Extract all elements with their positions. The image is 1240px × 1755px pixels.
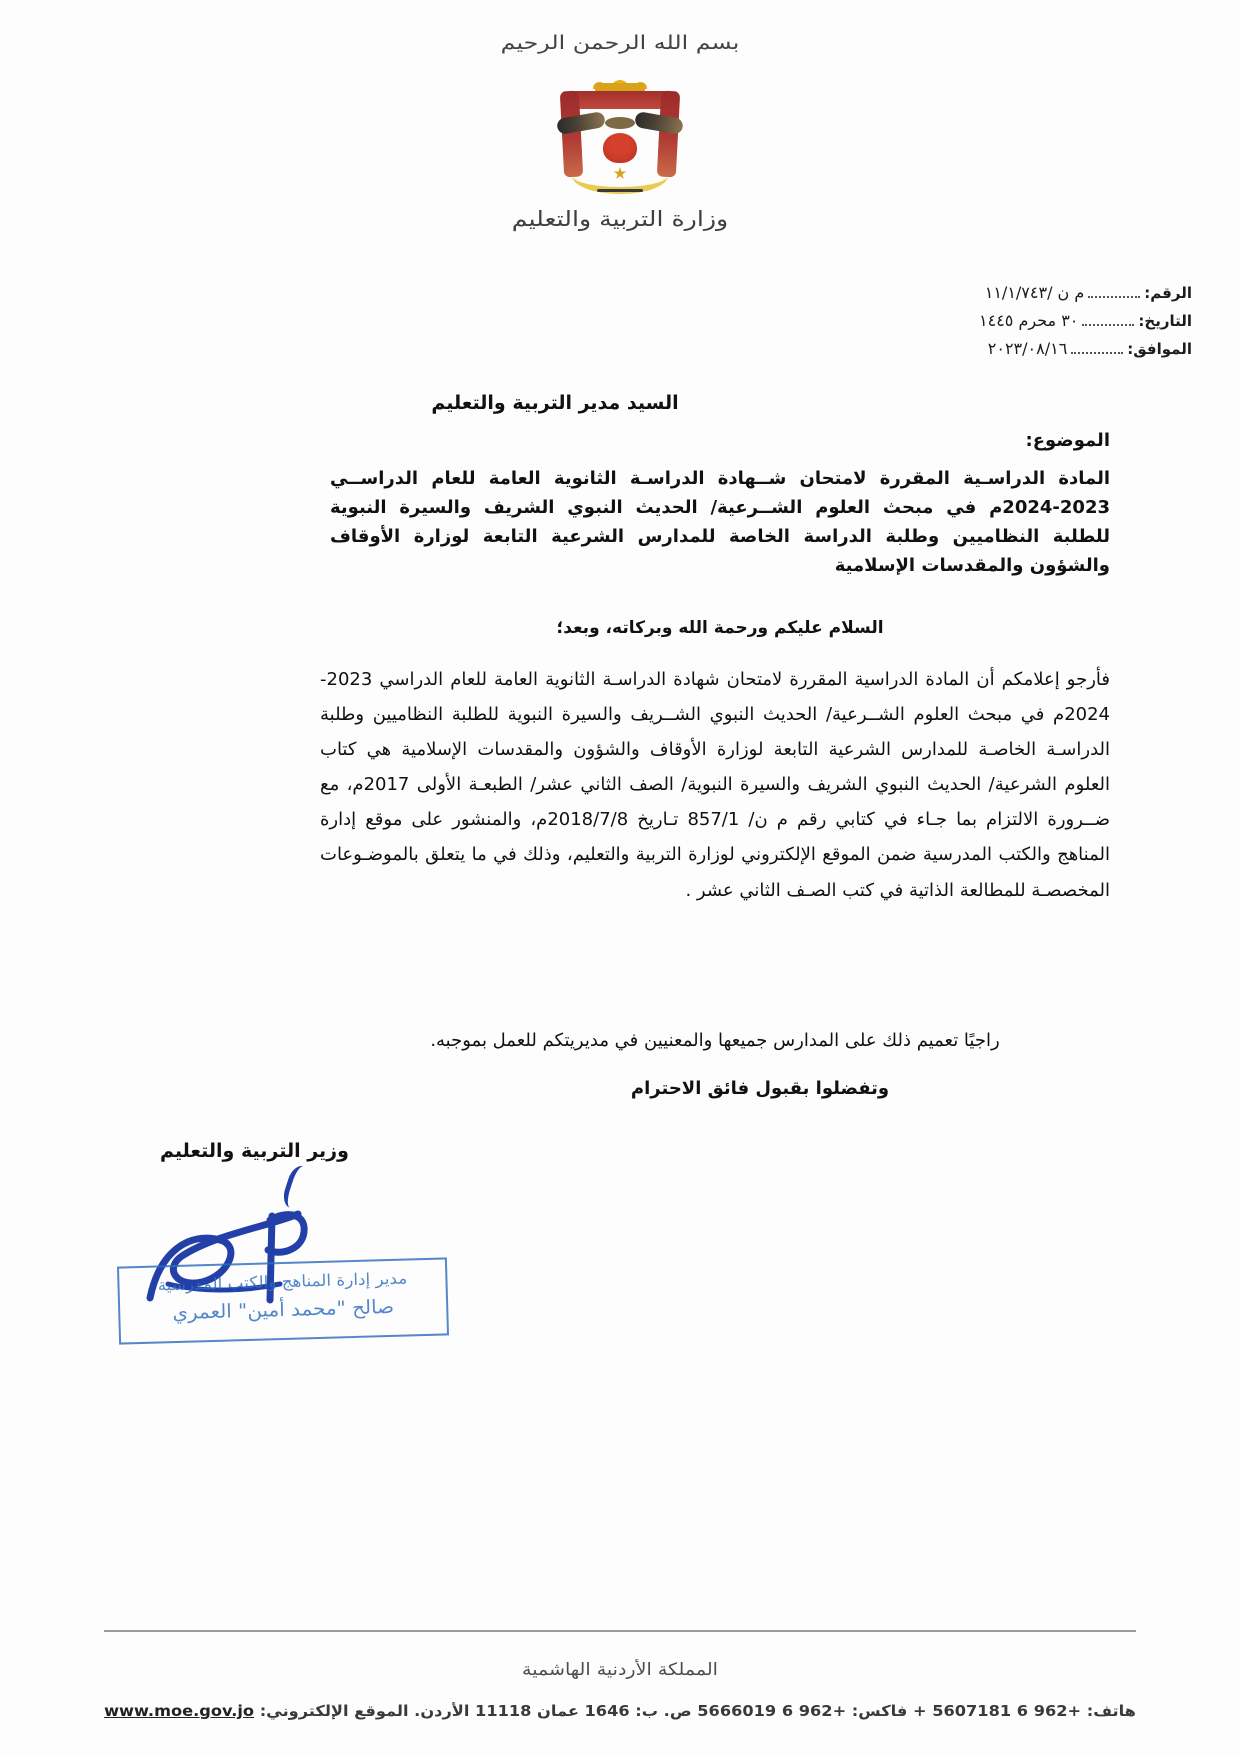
signature-block	[0, 1128, 1240, 1388]
footer-fax-value: +962 6 5666019	[697, 1702, 847, 1720]
footer-phone-label: هاتف:	[1086, 1702, 1136, 1720]
reference-gregorian-row	[772, 339, 1192, 367]
ministry-name: وزارة التربية والتعليم	[511, 207, 729, 231]
footer-website-label: الموقع الإلكتروني:	[259, 1702, 409, 1720]
reference-date-row	[772, 311, 1192, 339]
signatory-title: وزير التربية والتعليم	[160, 1140, 349, 1162]
letterhead	[0, 34, 1240, 231]
reference-number-value: م ن /١١/١/٧٤٣	[984, 283, 1085, 302]
eagle-body-shape	[605, 117, 635, 129]
reference-number-label: الرقم:	[1144, 284, 1192, 302]
footer-sep-1: +	[912, 1702, 927, 1720]
stamp-title-line: مدير إدارة المناهج والكتب المدرسية	[157, 1268, 408, 1295]
reference-gregorian-label: الموافق:	[1127, 340, 1192, 358]
closing-respect-line: وتفضلوا بقبول فائق الاحترام	[630, 1078, 890, 1099]
closing-request-line: راجيًا تعميم ذلك على المدارس جميعها والمعنيين في مديريتكم للعمل بموجبه.	[430, 1030, 1000, 1051]
reference-date-value: ٣٠ محرم ١٤٤٥	[979, 311, 1079, 330]
reference-number-row	[772, 283, 1192, 311]
greeting-line: السلام عليكم ورحمة الله وبركاته، وبعد؛	[556, 618, 884, 638]
footer-contact-line	[0, 1702, 1240, 1720]
reference-date-dots	[1082, 314, 1134, 326]
hashemite-coat-of-arms-icon	[535, 61, 705, 201]
official-stamp	[117, 1257, 449, 1344]
reference-header	[772, 283, 1192, 367]
footer-website-link[interactable]: www.moe.gov.jo	[104, 1702, 255, 1720]
subject-body: المادة الدراسـية المقررة لامتحان شــهادة الدراسـة الثانوية العامة للعام الدراســي 2023-2024م في مبحث العلوم الشــرعية/ الحديث النبوي الشريف والسيرة النبوية للطلبة النظاميين وطلبة الدراسة الخاصة للمدارس الشرعية التابعة لوزارة الأوقاف والشؤون والمقدسات الإسلامية	[330, 468, 1110, 577]
reference-gregorian-value: ٢٠٢٣/٠٨/١٦	[987, 339, 1068, 358]
footer-pobox-value: 1646 عمان 11118 الأردن.	[414, 1702, 630, 1720]
letter-body-text: فأرجو إعلامكم أن المادة الدراسية المقررة لامتحان شهادة الدراسـة الثانوية العامة للعام الدراسي 2023-2024م في مبحث العلوم الشــرعية/ الحديث النبوي الشــريف والسيرة النبوية للطلبة النظاميين وطلبة الدراسـة الخاصـة للمدارس الشرعية التابعة لوزارة الأوقاف والشؤون والمقدسات الإسلامية هي كتاب العلوم الشرعية/ الحديث النبوي الشريف والسيرة النبوية/ الصف الثاني عشر/ الطبعـة الأولى 2017م، مع ضــرورة الالتزام بما جـاء في كتابي رقم م ن/ 857/1 تـاريخ 2018/7/8م، والمنشور على موقع إدارة المناهج والكتب المدرسية ضمن الموقع الإلكتروني لوزارة التربية والتعليم، وذلك في ما يتعلق بالموضـوعات المخصصـة للمطالعة الذاتية في كتب الصـف الثاني عشر .	[320, 669, 1110, 901]
curtain-top-shape	[565, 91, 675, 109]
basmala-text: بسم الله الرحمن الرحيم	[500, 32, 740, 54]
footer-phone-value: +962 6 5607181	[932, 1702, 1082, 1720]
emblem-base-shape	[597, 189, 643, 192]
reference-number-dots	[1088, 286, 1140, 298]
footer-fax-label: فاكس:	[851, 1702, 908, 1720]
stamp-name-line: صالح "محمد أمين" العمري	[172, 1295, 395, 1325]
subject-label: الموضوع:	[1025, 430, 1110, 451]
footer-kingdom-name: المملكة الأردنية الهاشمية	[522, 1660, 718, 1680]
reference-date-label: التاريخ:	[1138, 312, 1192, 330]
footer-pobox-label: ص. ب:	[635, 1702, 692, 1720]
addressee-line: السيد مدير التربية والتعليم	[431, 392, 679, 414]
footer-divider	[104, 1630, 1136, 1632]
reference-gregorian-dots	[1071, 342, 1123, 354]
